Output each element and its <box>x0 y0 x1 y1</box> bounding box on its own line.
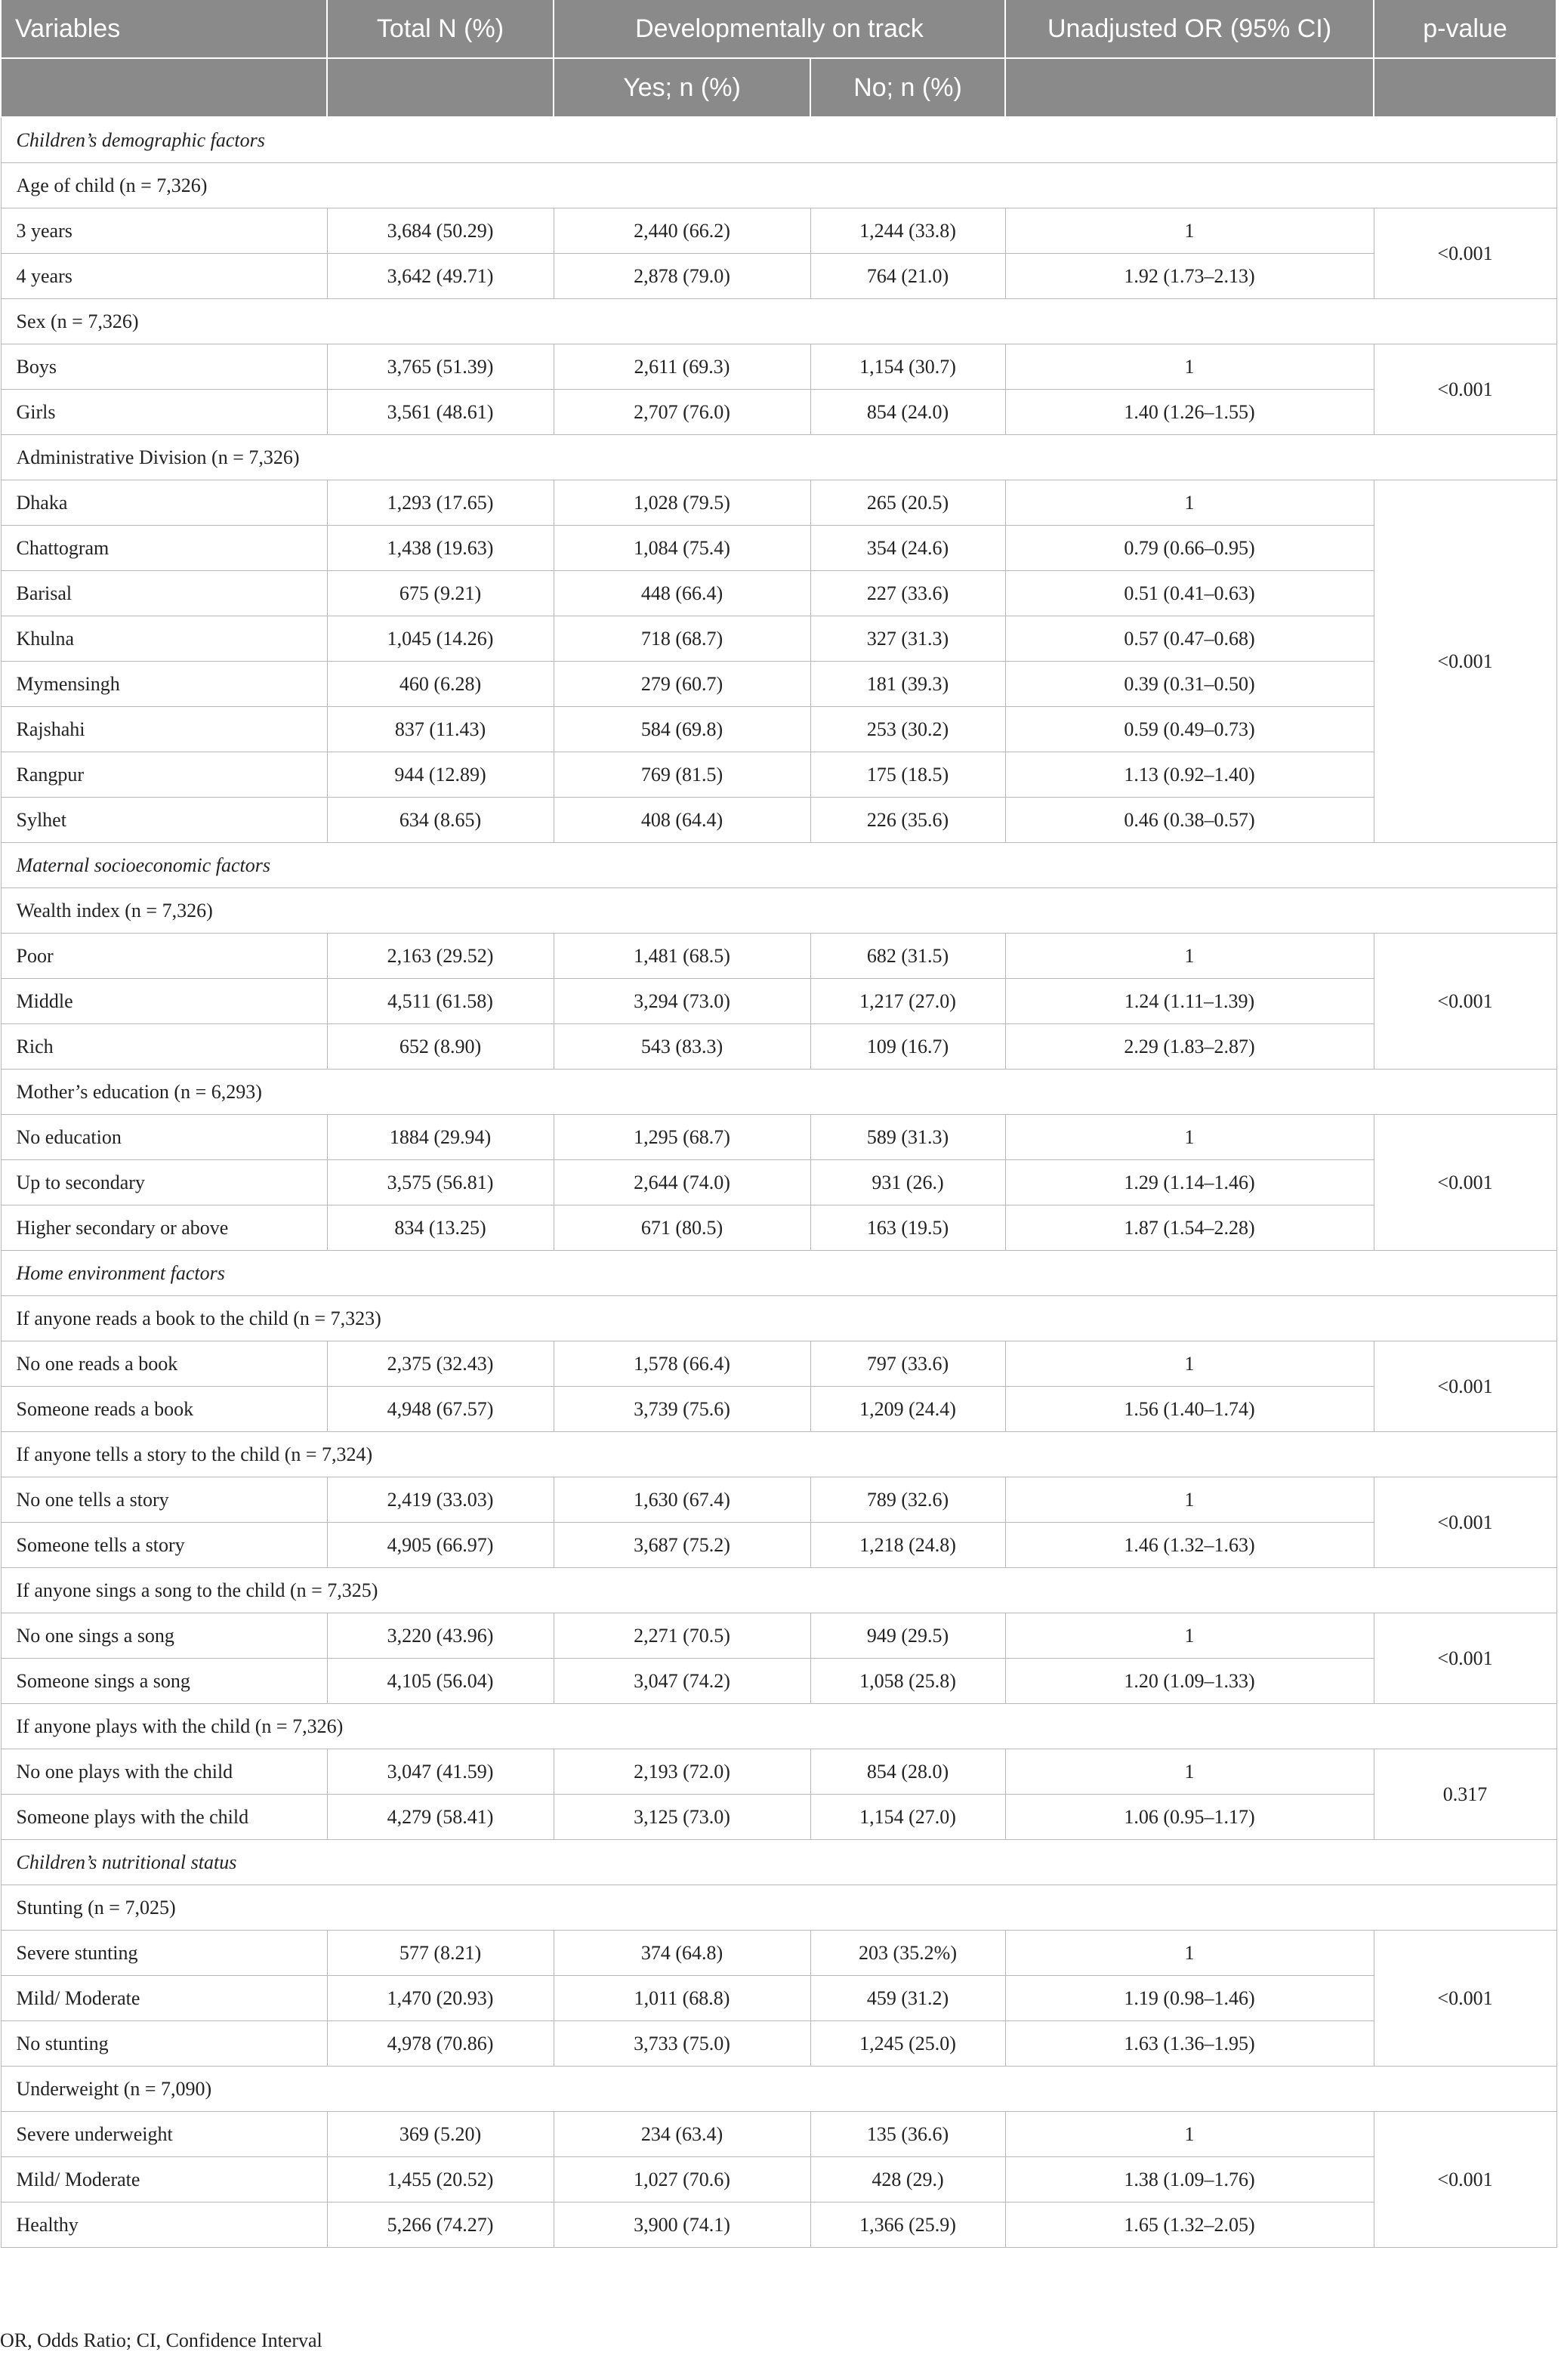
table-header <box>1 0 1556 117</box>
p-value-cell: <0.001 <box>1374 1931 1556 2067</box>
total-n-cell: 2,375 (32.43) <box>327 1341 554 1387</box>
group-row <box>1 888 1556 934</box>
p-value-cell: <0.001 <box>1374 344 1556 435</box>
no-n-cell: 265 (20.5) <box>810 480 1005 526</box>
total-n-cell: 1884 (29.94) <box>327 1115 554 1160</box>
odds-ratio-cell: 1.46 (1.32–1.63) <box>1005 1523 1374 1568</box>
odds-ratio-cell: 1 <box>1005 1749 1374 1795</box>
table-row <box>1 1613 1556 1659</box>
total-n-cell: 5,266 (74.27) <box>327 2203 554 2248</box>
group-title: Administrative Division (n = 7,326) <box>1 435 1556 480</box>
yes-n-cell: 448 (66.4) <box>554 571 810 616</box>
yes-n-cell: 1,578 (66.4) <box>554 1341 810 1387</box>
section-row <box>1 117 1556 163</box>
table-row <box>1 662 1556 707</box>
section-title: Home environment factors <box>1 1251 1556 1296</box>
yes-n-cell: 1,481 (68.5) <box>554 934 810 979</box>
group-row <box>1 1885 1556 1931</box>
yes-n-cell: 2,878 (79.0) <box>554 254 810 299</box>
yes-n-cell: 2,644 (74.0) <box>554 1160 810 1205</box>
no-n-cell: 1,218 (24.8) <box>810 1523 1005 1568</box>
group-row <box>1 299 1556 344</box>
total-n-cell: 675 (9.21) <box>327 571 554 616</box>
table-row <box>1 1659 1556 1704</box>
yes-n-cell: 718 (68.7) <box>554 616 810 662</box>
group-title: If anyone reads a book to the child (n = 7,323) <box>1 1296 1556 1341</box>
no-n-cell: 1,245 (25.0) <box>810 2021 1005 2067</box>
total-n-cell: 837 (11.43) <box>327 707 554 752</box>
yes-n-cell: 1,630 (67.4) <box>554 1477 810 1523</box>
total-n-cell: 369 (5.20) <box>327 2112 554 2157</box>
odds-ratio-cell: 1 <box>1005 1341 1374 1387</box>
header-p-value: p-value <box>1374 0 1556 58</box>
row-label: Someone tells a story <box>1 1523 327 1568</box>
header-yes-n: Yes; n (%) <box>554 58 810 117</box>
table-row <box>1 798 1556 843</box>
group-row <box>1 1070 1556 1115</box>
odds-ratio-cell: 1.56 (1.40–1.74) <box>1005 1387 1374 1432</box>
table-row <box>1 571 1556 616</box>
no-n-cell: 1,154 (30.7) <box>810 344 1005 390</box>
row-label: Rich <box>1 1024 327 1070</box>
group-row <box>1 163 1556 208</box>
no-n-cell: 1,058 (25.8) <box>810 1659 1005 1704</box>
table-row <box>1 1160 1556 1205</box>
no-n-cell: 109 (16.7) <box>810 1024 1005 1070</box>
p-value-cell: <0.001 <box>1374 1477 1556 1568</box>
p-value-cell: <0.001 <box>1374 1115 1556 1251</box>
no-n-cell: 682 (31.5) <box>810 934 1005 979</box>
row-label: 3 years <box>1 208 327 254</box>
group-title: Stunting (n = 7,025) <box>1 1885 1556 1931</box>
odds-ratio-cell: 1.24 (1.11–1.39) <box>1005 979 1374 1024</box>
section-row <box>1 1840 1556 1885</box>
total-n-cell: 3,684 (50.29) <box>327 208 554 254</box>
total-n-cell: 3,047 (41.59) <box>327 1749 554 1795</box>
odds-ratio-cell: 0.51 (0.41–0.63) <box>1005 571 1374 616</box>
yes-n-cell: 374 (64.8) <box>554 1931 810 1976</box>
table-row <box>1 1523 1556 1568</box>
no-n-cell: 181 (39.3) <box>810 662 1005 707</box>
table-row <box>1 752 1556 798</box>
row-label: Someone sings a song <box>1 1659 327 1704</box>
yes-n-cell: 2,193 (72.0) <box>554 1749 810 1795</box>
table-row <box>1 254 1556 299</box>
total-n-cell: 1,045 (14.26) <box>327 616 554 662</box>
odds-ratio-cell: 1 <box>1005 2112 1374 2157</box>
total-n-cell: 4,279 (58.41) <box>327 1795 554 1840</box>
yes-n-cell: 671 (80.5) <box>554 1205 810 1251</box>
no-n-cell: 226 (35.6) <box>810 798 1005 843</box>
odds-ratio-cell: 1 <box>1005 934 1374 979</box>
header-no-n: No; n (%) <box>810 58 1005 117</box>
row-label: Rangpur <box>1 752 327 798</box>
no-n-cell: 135 (36.6) <box>810 2112 1005 2157</box>
total-n-cell: 577 (8.21) <box>327 1931 554 1976</box>
no-n-cell: 931 (26.) <box>810 1160 1005 1205</box>
yes-n-cell: 3,125 (73.0) <box>554 1795 810 1840</box>
no-n-cell: 764 (21.0) <box>810 254 1005 299</box>
yes-n-cell: 279 (60.7) <box>554 662 810 707</box>
yes-n-cell: 1,295 (68.7) <box>554 1115 810 1160</box>
table-footnote: OR, Odds Ratio; CI, Confidence Interval <box>0 2329 322 2351</box>
total-n-cell: 1,455 (20.52) <box>327 2157 554 2203</box>
header-variables: Variables <box>1 0 327 58</box>
section-row <box>1 1251 1556 1296</box>
table-row <box>1 1205 1556 1251</box>
group-title: Mother’s education (n = 6,293) <box>1 1070 1556 1115</box>
header-unadjusted-or: Unadjusted OR (95% CI) <box>1005 0 1374 58</box>
table-row <box>1 707 1556 752</box>
no-n-cell: 327 (31.3) <box>810 616 1005 662</box>
yes-n-cell: 2,440 (66.2) <box>554 208 810 254</box>
total-n-cell: 4,511 (61.58) <box>327 979 554 1024</box>
no-n-cell: 203 (35.2%) <box>810 1931 1005 1976</box>
group-row <box>1 1296 1556 1341</box>
odds-ratio-cell: 2.29 (1.83–2.87) <box>1005 1024 1374 1070</box>
yes-n-cell: 3,047 (74.2) <box>554 1659 810 1704</box>
odds-ratio-cell: 1.06 (0.95–1.17) <box>1005 1795 1374 1840</box>
p-value-cell: <0.001 <box>1374 1341 1556 1432</box>
odds-ratio-cell: 1.19 (0.98–1.46) <box>1005 1976 1374 2021</box>
row-label: Mild/ Moderate <box>1 1976 327 2021</box>
group-row <box>1 1568 1556 1613</box>
group-row <box>1 2067 1556 2112</box>
yes-n-cell: 2,611 (69.3) <box>554 344 810 390</box>
yes-n-cell: 1,084 (75.4) <box>554 526 810 571</box>
row-label: 4 years <box>1 254 327 299</box>
row-label: Chattogram <box>1 526 327 571</box>
yes-n-cell: 3,687 (75.2) <box>554 1523 810 1568</box>
row-label: Higher secondary or above <box>1 1205 327 1251</box>
no-n-cell: 854 (24.0) <box>810 390 1005 435</box>
odds-ratio-cell: 1.20 (1.09–1.33) <box>1005 1659 1374 1704</box>
table-row <box>1 1477 1556 1523</box>
odds-ratio-cell: 1 <box>1005 1477 1374 1523</box>
header-developmentally-on-track: Developmentally on track <box>554 0 1005 58</box>
group-title: Age of child (n = 7,326) <box>1 163 1556 208</box>
yes-n-cell: 584 (69.8) <box>554 707 810 752</box>
group-row <box>1 435 1556 480</box>
total-n-cell: 3,765 (51.39) <box>327 344 554 390</box>
no-n-cell: 854 (28.0) <box>810 1749 1005 1795</box>
row-label: Girls <box>1 390 327 435</box>
odds-ratio-cell: 1.40 (1.26–1.55) <box>1005 390 1374 435</box>
group-title: If anyone plays with the child (n = 7,326) <box>1 1704 1556 1749</box>
odds-ratio-cell: 1 <box>1005 1613 1374 1659</box>
p-value-cell: <0.001 <box>1374 208 1556 299</box>
p-value-cell: <0.001 <box>1374 934 1556 1070</box>
no-n-cell: 1,244 (33.8) <box>810 208 1005 254</box>
row-label: Barisal <box>1 571 327 616</box>
total-n-cell: 3,575 (56.81) <box>327 1160 554 1205</box>
odds-ratio-cell: 0.39 (0.31–0.50) <box>1005 662 1374 707</box>
group-title: If anyone tells a story to the child (n = 7,324) <box>1 1432 1556 1477</box>
total-n-cell: 834 (13.25) <box>327 1205 554 1251</box>
yes-n-cell: 543 (83.3) <box>554 1024 810 1070</box>
section-row <box>1 843 1556 888</box>
no-n-cell: 797 (33.6) <box>810 1341 1005 1387</box>
odds-ratio-cell: 1.63 (1.36–1.95) <box>1005 2021 1374 2067</box>
row-label: Mild/ Moderate <box>1 2157 327 2203</box>
yes-n-cell: 2,707 (76.0) <box>554 390 810 435</box>
yes-n-cell: 234 (63.4) <box>554 2112 810 2157</box>
table-row <box>1 2021 1556 2067</box>
table-body <box>1 117 1556 2248</box>
table-row <box>1 934 1556 979</box>
yes-n-cell: 408 (64.4) <box>554 798 810 843</box>
no-n-cell: 1,366 (25.9) <box>810 2203 1005 2248</box>
table-row <box>1 208 1556 254</box>
row-label: No one plays with the child <box>1 1749 327 1795</box>
table-row <box>1 1749 1556 1795</box>
row-label: Healthy <box>1 2203 327 2248</box>
table-row <box>1 979 1556 1024</box>
no-n-cell: 789 (32.6) <box>810 1477 1005 1523</box>
total-n-cell: 652 (8.90) <box>327 1024 554 1070</box>
table-row <box>1 1976 1556 2021</box>
table-row <box>1 1931 1556 1976</box>
row-label: Khulna <box>1 616 327 662</box>
odds-ratio-cell: 1.92 (1.73–2.13) <box>1005 254 1374 299</box>
section-title: Children’s demographic factors <box>1 117 1556 163</box>
no-n-cell: 227 (33.6) <box>810 571 1005 616</box>
section-title: Maternal socioeconomic factors <box>1 843 1556 888</box>
no-n-cell: 253 (30.2) <box>810 707 1005 752</box>
total-n-cell: 944 (12.89) <box>327 752 554 798</box>
row-label: Boys <box>1 344 327 390</box>
row-label: Severe stunting <box>1 1931 327 1976</box>
odds-ratio-cell: 0.57 (0.47–0.68) <box>1005 616 1374 662</box>
no-n-cell: 163 (19.5) <box>810 1205 1005 1251</box>
yes-n-cell: 3,733 (75.0) <box>554 2021 810 2067</box>
no-n-cell: 589 (31.3) <box>810 1115 1005 1160</box>
yes-n-cell: 3,900 (74.1) <box>554 2203 810 2248</box>
yes-n-cell: 1,028 (79.5) <box>554 480 810 526</box>
table-row <box>1 480 1556 526</box>
table-row <box>1 1387 1556 1432</box>
total-n-cell: 3,642 (49.71) <box>327 254 554 299</box>
total-n-cell: 3,220 (43.96) <box>327 1613 554 1659</box>
odds-ratio-cell: 0.79 (0.66–0.95) <box>1005 526 1374 571</box>
p-value-cell: <0.001 <box>1374 480 1556 843</box>
p-value-cell: <0.001 <box>1374 1613 1556 1704</box>
table-row <box>1 390 1556 435</box>
row-label: No education <box>1 1115 327 1160</box>
p-value-cell: 0.317 <box>1374 1749 1556 1840</box>
odds-ratio-cell: 1 <box>1005 344 1374 390</box>
odds-ratio-cell: 1.13 (0.92–1.40) <box>1005 752 1374 798</box>
total-n-cell: 1,438 (19.63) <box>327 526 554 571</box>
group-title: Wealth index (n = 7,326) <box>1 888 1556 934</box>
table-row <box>1 1795 1556 1840</box>
total-n-cell: 1,293 (17.65) <box>327 480 554 526</box>
table-row <box>1 2157 1556 2203</box>
yes-n-cell: 2,271 (70.5) <box>554 1613 810 1659</box>
odds-ratio-cell: 0.46 (0.38–0.57) <box>1005 798 1374 843</box>
total-n-cell: 1,470 (20.93) <box>327 1976 554 2021</box>
row-label: Severe underweight <box>1 2112 327 2157</box>
row-label: No one reads a book <box>1 1341 327 1387</box>
no-n-cell: 175 (18.5) <box>810 752 1005 798</box>
odds-ratio-cell: 0.59 (0.49–0.73) <box>1005 707 1374 752</box>
table-row <box>1 616 1556 662</box>
section-title: Children’s nutritional status <box>1 1840 1556 1885</box>
p-value-cell: <0.001 <box>1374 2112 1556 2248</box>
table-row <box>1 1115 1556 1160</box>
row-label: Someone reads a book <box>1 1387 327 1432</box>
table-row <box>1 2203 1556 2248</box>
total-n-cell: 2,163 (29.52) <box>327 934 554 979</box>
row-label: No stunting <box>1 2021 327 2067</box>
row-label: Dhaka <box>1 480 327 526</box>
odds-ratio-cell: 1 <box>1005 208 1374 254</box>
yes-n-cell: 3,294 (73.0) <box>554 979 810 1024</box>
group-title: Sex (n = 7,326) <box>1 299 1556 344</box>
total-n-cell: 4,978 (70.86) <box>327 2021 554 2067</box>
row-label: Rajshahi <box>1 707 327 752</box>
no-n-cell: 949 (29.5) <box>810 1613 1005 1659</box>
odds-ratio-cell: 1.38 (1.09–1.76) <box>1005 2157 1374 2203</box>
row-label: Someone plays with the child <box>1 1795 327 1840</box>
yes-n-cell: 3,739 (75.6) <box>554 1387 810 1432</box>
header-empty-4 <box>1374 58 1556 117</box>
row-label: No one tells a story <box>1 1477 327 1523</box>
row-label: Poor <box>1 934 327 979</box>
group-title: Underweight (n = 7,090) <box>1 2067 1556 2112</box>
no-n-cell: 354 (24.6) <box>810 526 1005 571</box>
odds-ratio-cell: 1 <box>1005 480 1374 526</box>
total-n-cell: 4,905 (66.97) <box>327 1523 554 1568</box>
table-row <box>1 526 1556 571</box>
total-n-cell: 4,105 (56.04) <box>327 1659 554 1704</box>
row-label: Up to secondary <box>1 1160 327 1205</box>
row-label: Mymensingh <box>1 662 327 707</box>
total-n-cell: 4,948 (67.57) <box>327 1387 554 1432</box>
table-row <box>1 2112 1556 2157</box>
header-empty-2 <box>327 58 554 117</box>
no-n-cell: 1,209 (24.4) <box>810 1387 1005 1432</box>
row-label: Middle <box>1 979 327 1024</box>
yes-n-cell: 1,027 (70.6) <box>554 2157 810 2203</box>
row-label: Sylhet <box>1 798 327 843</box>
odds-ratio-cell: 1 <box>1005 1931 1374 1976</box>
header-total-n: Total N (%) <box>327 0 554 58</box>
no-n-cell: 1,217 (27.0) <box>810 979 1005 1024</box>
table-row <box>1 344 1556 390</box>
table-row <box>1 1341 1556 1387</box>
total-n-cell: 634 (8.65) <box>327 798 554 843</box>
no-n-cell: 1,154 (27.0) <box>810 1795 1005 1840</box>
no-n-cell: 459 (31.2) <box>810 1976 1005 2021</box>
odds-ratio-cell: 1.65 (1.32–2.05) <box>1005 2203 1374 2248</box>
table-row <box>1 1024 1556 1070</box>
group-title: If anyone sings a song to the child (n = 7,325) <box>1 1568 1556 1613</box>
yes-n-cell: 769 (81.5) <box>554 752 810 798</box>
header-empty-3 <box>1005 58 1374 117</box>
total-n-cell: 460 (6.28) <box>327 662 554 707</box>
row-label: No one sings a song <box>1 1613 327 1659</box>
total-n-cell: 2,419 (33.03) <box>327 1477 554 1523</box>
odds-ratio-cell: 1.29 (1.14–1.46) <box>1005 1160 1374 1205</box>
odds-ratio-cell: 1 <box>1005 1115 1374 1160</box>
odds-ratio-cell: 1.87 (1.54–2.28) <box>1005 1205 1374 1251</box>
group-row <box>1 1704 1556 1749</box>
no-n-cell: 428 (29.) <box>810 2157 1005 2203</box>
header-empty-1 <box>1 58 327 117</box>
yes-n-cell: 1,011 (68.8) <box>554 1976 810 2021</box>
group-row <box>1 1432 1556 1477</box>
total-n-cell: 3,561 (48.61) <box>327 390 554 435</box>
